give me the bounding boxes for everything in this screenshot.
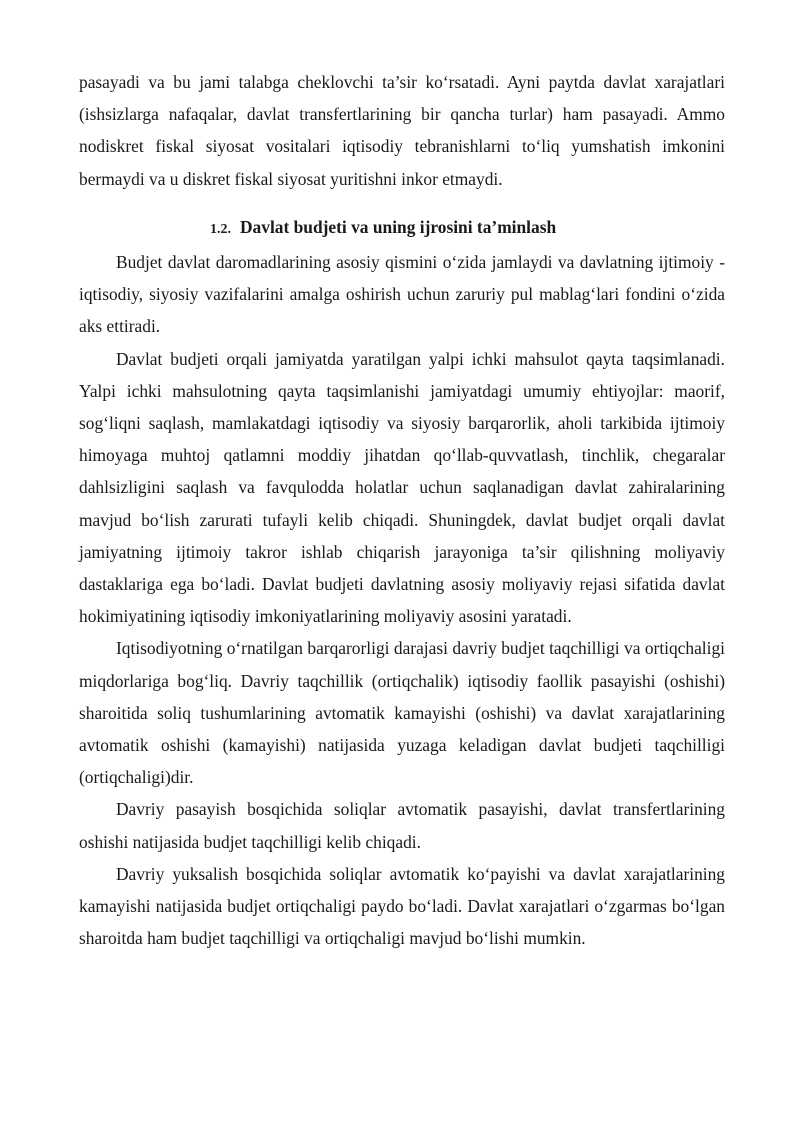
paragraph: Davriy pasayish bosqichida soliqlar avtomatik pasayishi, davlat transfertlarining oshishi natijasida budjet taqchilligi kelib chiqadi. <box>79 799 725 852</box>
paragraph: Davriy yuksalish bosqichida soliqlar avtomatik ko‘payishi va davlat xarajatlarining kamayishi natijasida budjet ortiqchaligi paydo bo‘ladi. Davlat xarajatlari o‘zgarmas bo‘lgan sharoitda ham budjet taqchilligi va ortiqchaligi mavjud bo‘lishi mumkin. <box>79 863 725 949</box>
paragraph: Budjet davlat daromadlarining asosiy qismini o‘zida jamlaydi va davlatning ijtimoiy - iqtisodiy, siyosiy vazifalarini amalga oshirish uchun zaruriy pul mablag‘lari fondini o‘zida aks ettiradi. <box>79 252 725 337</box>
section-number: 1.2. <box>210 221 231 237</box>
paragraph: Davlat budjeti orqali jamiyatda yaratilgan yalpi ichki mahsulot qayta taqsimlanadi. Yalpi ichki mahsulotning qayta taqsimlanishi jamiyatdagi umumiy ehtiyojlar: maorif, sog‘liqni saqlash, mamlakatdagi iqtisodiy va siyosiy barqarorlik, aholi tarkibida ijtimoiy himoyaga muhtoj qatlamni moddiy jihatdan qo‘llab-quvvatlash, tinchlik, chegaralar dahlsizligini saqlash va favqulodda holatlar uchun saqlanadigan davlat zahiralarining mavjud bo‘lish zarurati tufayli kelib chiqadi. Shuningdek, davlat budjet orqali davlat jamiyatning ijtimoiy takror ishlab chiqarish jarayoniga ta’sir qilishning moliyaviy dastaklariga ega bo‘ladi. Davlat budjeti davlatning asosiy moliyaviy rejasi sifatida davlat hokimiyatining iqtisodiy imkoniyatlarining moliyaviy asosini yaratadi. <box>79 348 725 627</box>
paragraph-continued: pasayadi va bu jami talabga cheklovchi ta’sir ko‘rsatadi. Ayni paytda davlat xarajatlari (ishsizlarga nafaqalar, davlat transfertlarining bir qancha turlar) ham pasayadi. Ammo nodiskret fiskal siyosat vositalari iqtisodiy tebranishlarni to‘liq yumshatish imkonini bermaydi va u diskret fiskal siyosat yuritishni inkor etmaydi. <box>79 72 725 189</box>
section-title: Davlat budjeti va uning ijrosini ta’minlash <box>240 216 557 237</box>
section-heading <box>79 211 725 246</box>
paragraph: Iqtisodiyotning o‘rnatilgan barqarorligi darajasi davriy budjet taqchilligi va ortiqchaligi miqdorlariga bog‘liq. Davriy taqchillik (ortiqchalik) iqtisodiy faollik pasayishi (oshishi) sharoitida soliq tushumlarining avtomatik kamayishi (oshishi) va davlat xarajatlarining avtomatik oshishi (kamayishi) natijasida yuzaga keladigan davlat budjeti taqchilligi (ortiqchaligi)dir. <box>79 638 725 788</box>
document-page <box>79 66 725 954</box>
